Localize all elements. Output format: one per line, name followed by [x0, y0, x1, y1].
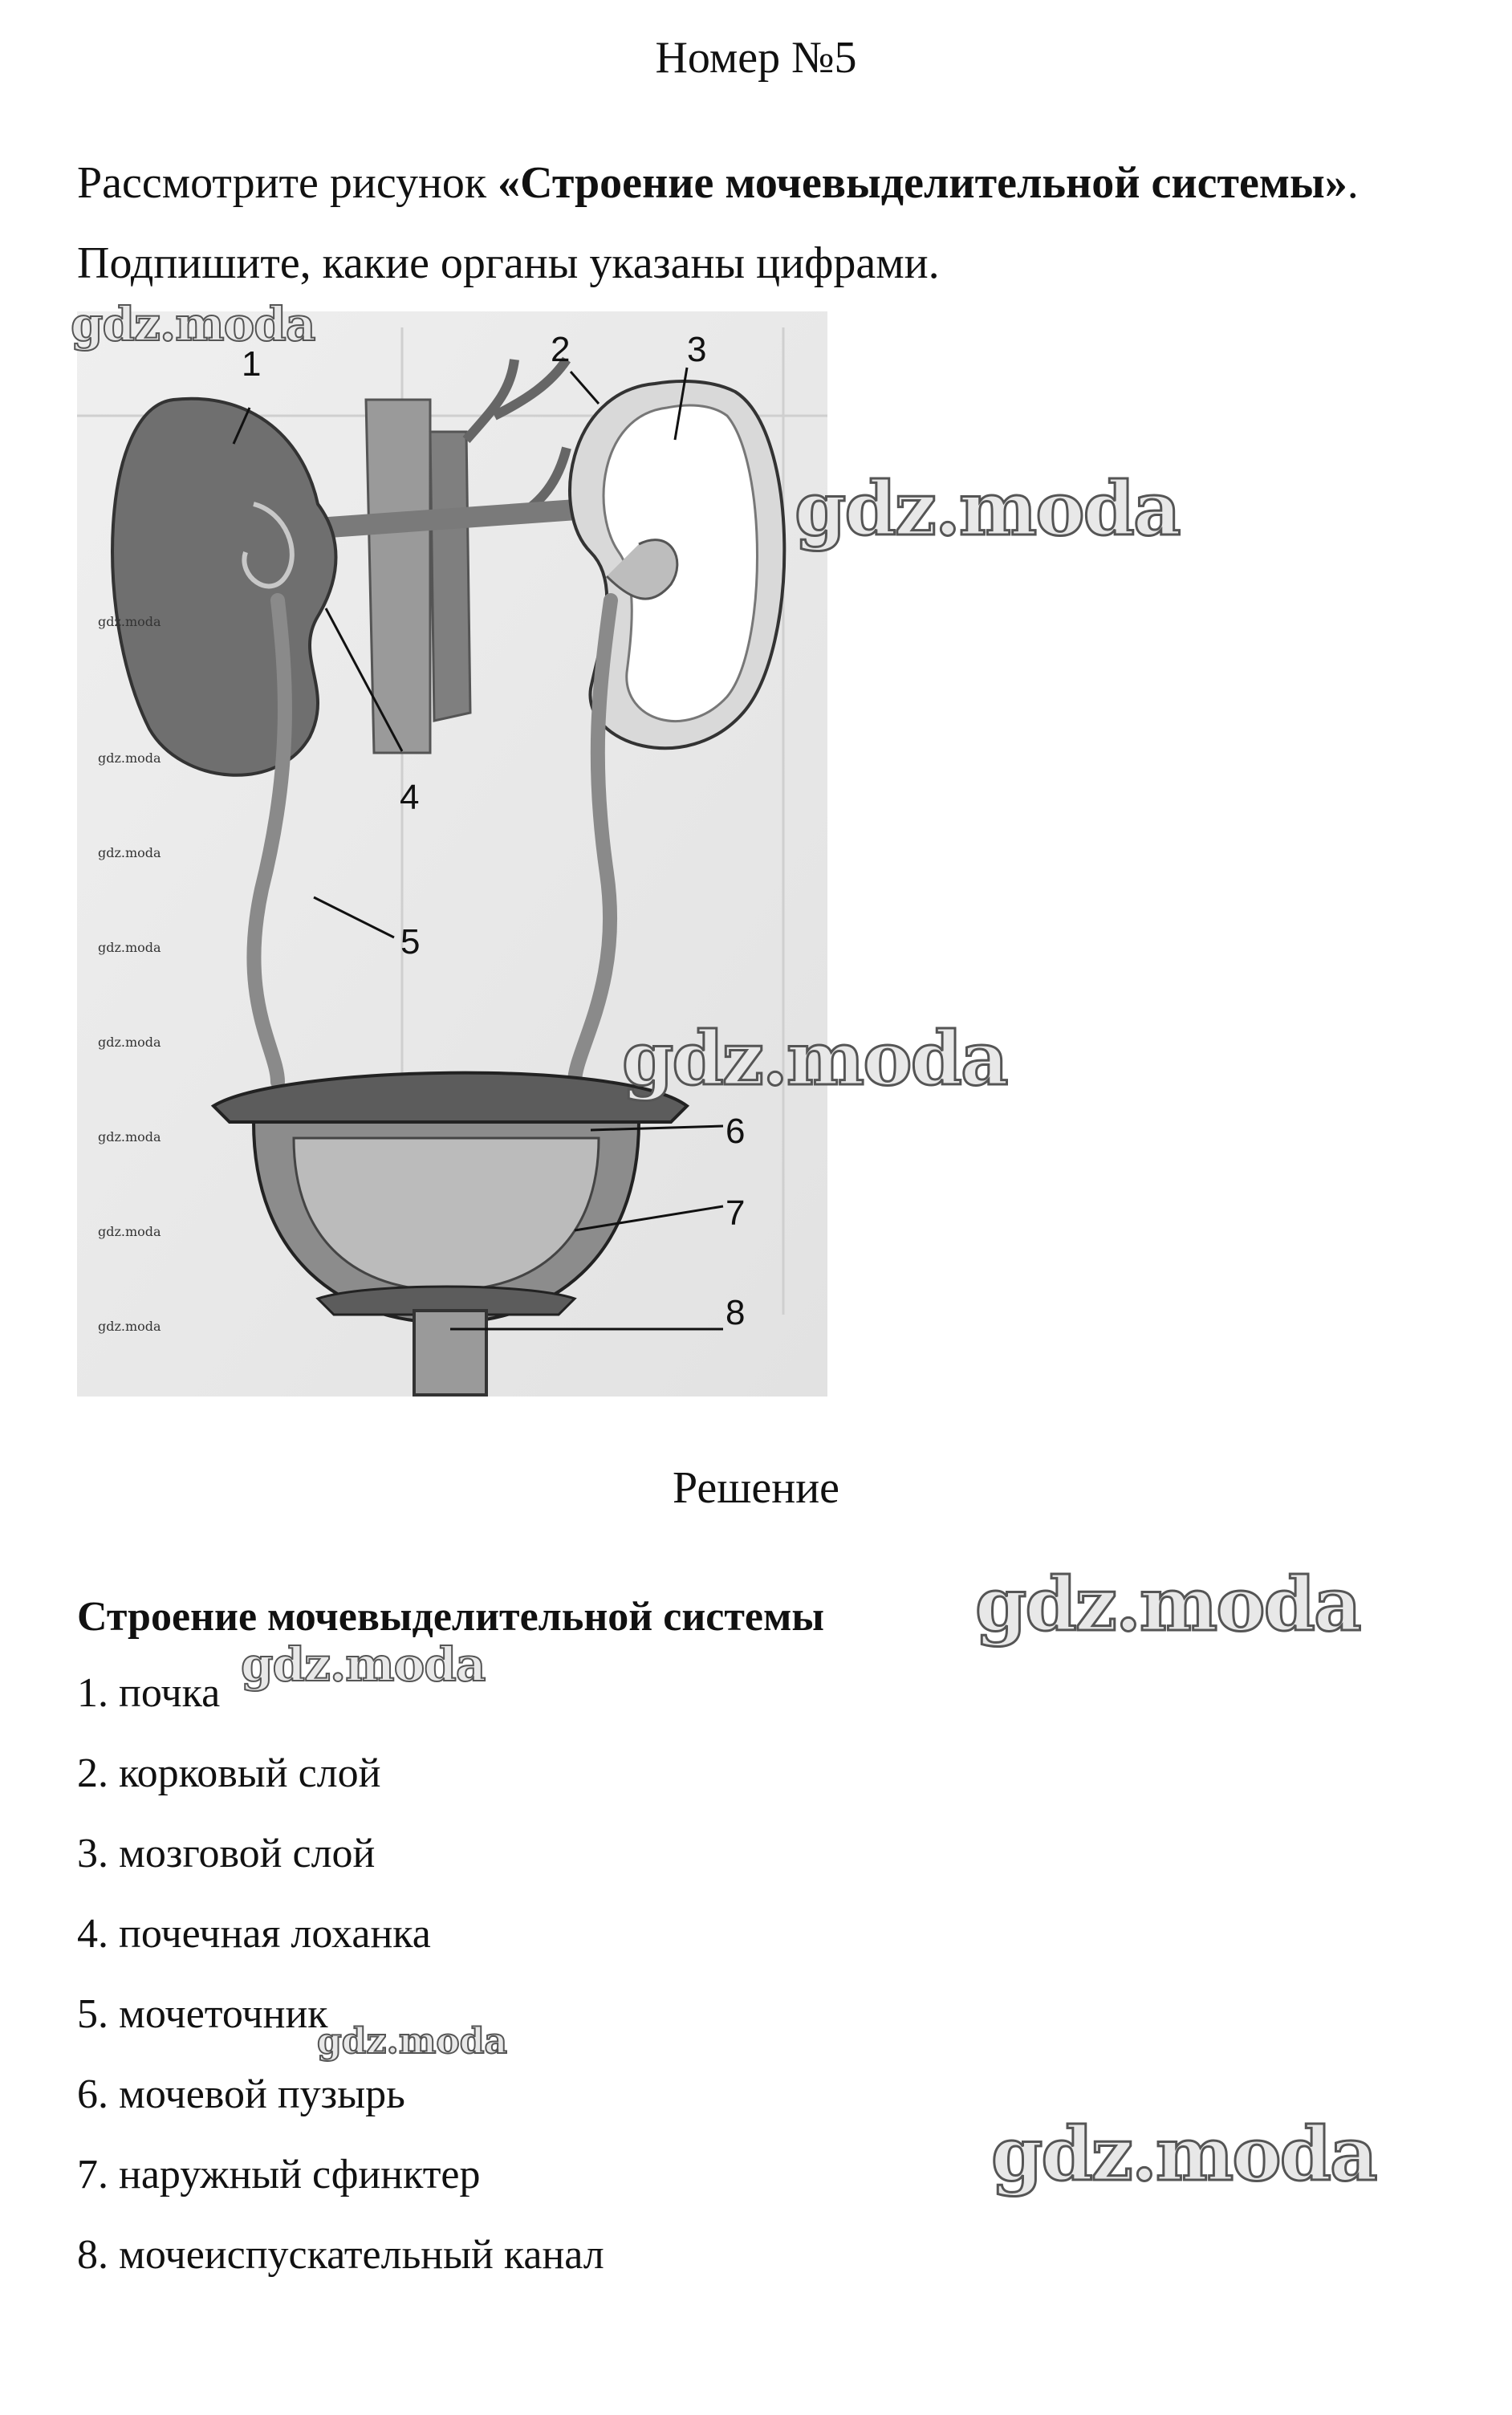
- watermark: gdz.moda: [98, 1224, 161, 1239]
- figure-label-7: 7: [726, 1193, 746, 1233]
- solution-subheading: Строение мочевыделительной системы: [77, 1594, 825, 1640]
- watermark: gdz.moda: [241, 1637, 486, 1692]
- solution-heading: Решение: [672, 1463, 840, 1513]
- task-line-2: Подпишите, какие органы указаны цифрами.: [77, 238, 940, 288]
- figure-label-3: 3: [687, 330, 707, 369]
- figure-label-4: 4: [400, 778, 420, 817]
- answer-item: 7. наружный сфинктер: [77, 2152, 481, 2197]
- answer-item: 4. почечная лоханка: [77, 1911, 431, 1957]
- task-suffix: .: [1347, 158, 1359, 208]
- watermark: gdz.moda: [975, 1561, 1360, 1648]
- figure-label-8: 8: [726, 1293, 746, 1332]
- watermark: gdz.moda: [98, 940, 161, 955]
- answer-item: 6. мочевой пузырь: [77, 2071, 405, 2117]
- page-title: Номер №5: [655, 33, 857, 83]
- watermark: gdz.moda: [98, 845, 161, 860]
- watermark: gdz.moda: [98, 1319, 161, 1334]
- task-line-1: [77, 157, 1359, 209]
- urinary-system-figure: [77, 311, 827, 1397]
- watermark: gdz.moda: [98, 1035, 161, 1050]
- figure-label-2: 2: [551, 330, 571, 369]
- watermark: gdz.moda: [71, 297, 315, 352]
- task-figure-title: «Строение мочевыделительной системы»: [498, 158, 1347, 208]
- watermark: gdz.moda: [98, 1129, 161, 1144]
- task-prefix: Рассмотрите рисунок: [77, 158, 498, 208]
- answer-item: 1. почка: [77, 1670, 221, 1716]
- watermark: gdz.moda: [317, 2021, 508, 2062]
- answer-item: 8. мочеиспускательный канал: [77, 2232, 604, 2278]
- answer-item: 2. корковый слой: [77, 1750, 381, 1796]
- figure-label-5: 5: [400, 922, 421, 962]
- watermark: gdz.moda: [98, 614, 161, 629]
- urethra: [414, 1311, 486, 1395]
- answer-item: 3. мозговой слой: [77, 1831, 376, 1876]
- figure-label-1: 1: [242, 344, 262, 384]
- watermark: gdz.moda: [795, 466, 1180, 552]
- watermark: gdz.moda: [991, 2111, 1376, 2197]
- figure-label-6: 6: [726, 1112, 746, 1151]
- watermark: gdz.moda: [98, 750, 161, 766]
- answer-item: 5. мочеточник: [77, 1991, 328, 2037]
- watermark: gdz.moda: [622, 1015, 1007, 1102]
